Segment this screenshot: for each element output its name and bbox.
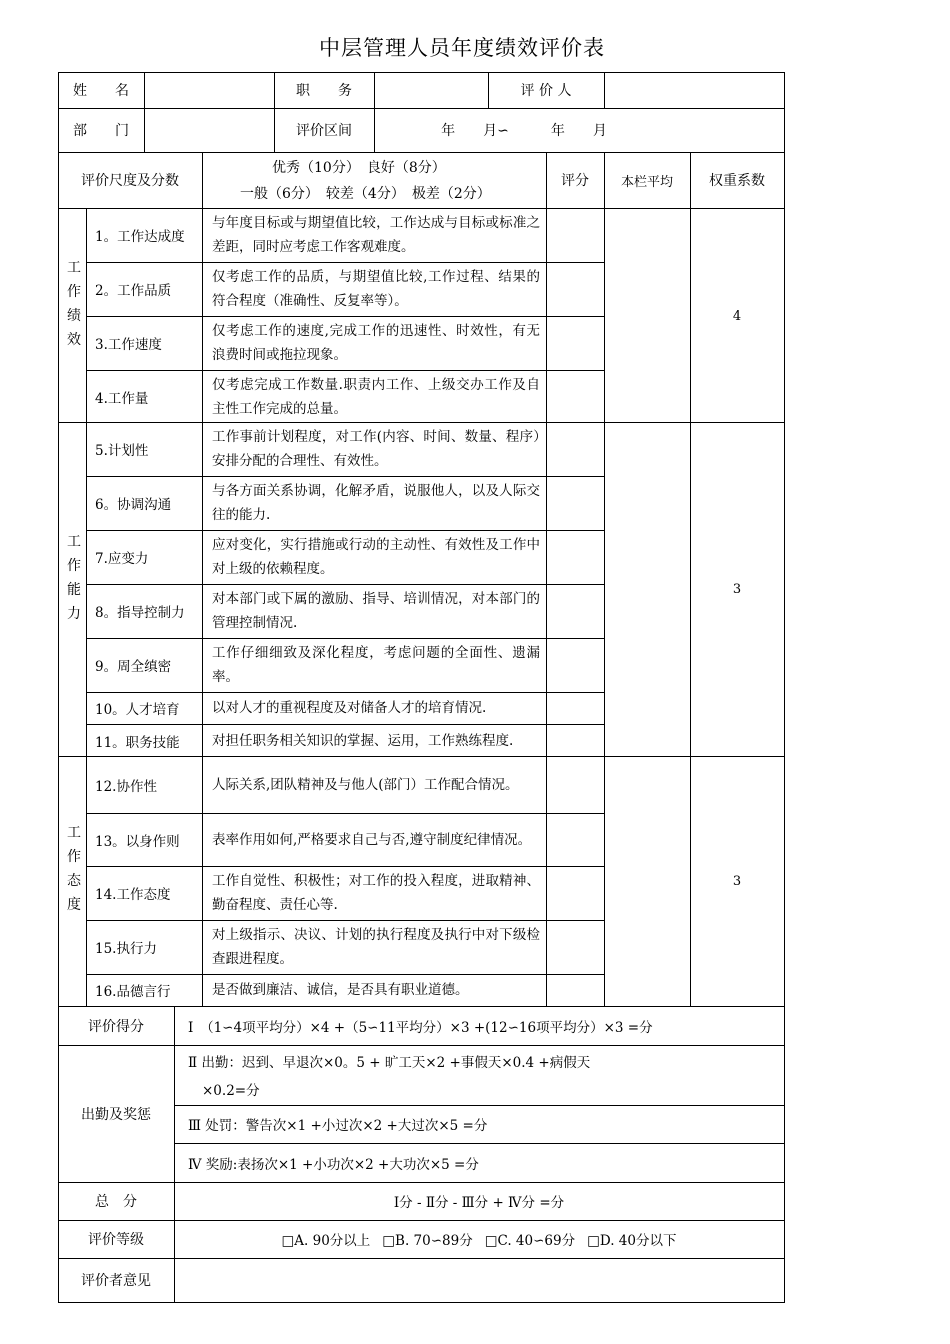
criterion-label: 4.工作量 — [95, 391, 149, 407]
criterion-description: 工作仔细细致及深化程度，考虑问题的全面性、遗漏率。 — [212, 645, 540, 685]
section-name: 工作态度 — [67, 825, 81, 913]
section-average-cell[interactable] — [604, 208, 690, 424]
attendance-line: Ⅱ 出勤：迟到、早退次×0。5 + 旷工天×2 +事假天×0.4 +病假天 — [188, 1055, 591, 1071]
score-column-header: 评分 — [561, 173, 589, 189]
total-formula: Ⅰ分 - Ⅱ分 - Ⅲ分 + Ⅳ分 =分 — [393, 1195, 565, 1211]
score-label: 评价得分 — [88, 1018, 144, 1035]
criterion-label: 2。工作品质 — [95, 283, 172, 299]
score-cell[interactable] — [546, 584, 604, 638]
grade-options — [174, 1220, 784, 1258]
criterion-description: 对担任职务相关知识的掌握、运用，工作熟练程度. — [212, 732, 514, 749]
score-cell[interactable] — [546, 476, 604, 530]
criterion-description: 表率作用如何,严格要求自己与否,遵守制度纪律情况。 — [212, 831, 532, 848]
criterion-description: 对本部门或下属的激励、指导、培训情况，对本部门的管理控制情况. — [212, 591, 540, 631]
criterion-label: 3.工作速度 — [95, 337, 162, 353]
criterion-description: 工作自觉性、积极性；对工作的投入程度，进取精神、勤奋程度、责任心等. — [212, 873, 540, 913]
department-field[interactable] — [144, 108, 274, 152]
penalty-line: Ⅲ 处罚：警告次×1 +小过次×2 +大过次×5 =分 — [188, 1118, 488, 1134]
opinion-field[interactable] — [174, 1258, 784, 1302]
score-cell[interactable] — [546, 692, 604, 724]
position-field[interactable] — [374, 72, 488, 108]
criterion-description: 与年度目标或与期望值比较，工作达成与目标或标准之差距，同时应考虑工作客观难度。 — [212, 215, 540, 255]
criterion-label: 6。协调沟通 — [95, 497, 172, 513]
criterion-description: 人际关系,团队精神及与他人(部门）工作配合情况。 — [212, 776, 519, 793]
attendance-label: 出勤及奖惩 — [81, 1106, 151, 1123]
period-value[interactable]: 年 月∽ 年 月 — [441, 123, 607, 139]
table-border — [58, 1302, 785, 1303]
weight-column-header: 权重系数 — [709, 173, 765, 189]
page-title: 中层管理人员年度绩效评价表 — [319, 36, 605, 60]
section-average-cell[interactable] — [604, 422, 690, 757]
grade-option-c[interactable]: □C. 40∽69分 — [484, 1233, 576, 1249]
grade-option-d[interactable]: □D. 40分以下 — [587, 1233, 677, 1249]
criterion-description: 工作事前计划程度，对工作(内容、时间、数量、程序）安排分配的合理性、有效性。 — [212, 429, 540, 469]
criterion-label: 9。周全缜密 — [95, 659, 172, 675]
attendance-row — [174, 1045, 784, 1105]
grade-label: 评价等级 — [88, 1232, 144, 1248]
criterion-label: 1。工作达成度 — [95, 229, 185, 245]
score-cell[interactable] — [546, 638, 604, 692]
criterion-label: 5.计划性 — [95, 443, 149, 459]
criterion-label: 7.应变力 — [95, 551, 149, 567]
reward-line: Ⅳ 奖励:表扬次×1 +小功次×2 +大功次×5 =分 — [188, 1156, 479, 1173]
score-cell[interactable] — [546, 813, 604, 866]
criterion-label: 12.协作性 — [95, 778, 157, 795]
score-cell[interactable] — [546, 724, 604, 757]
attendance-line-cont: ×0.2=分 — [202, 1083, 260, 1099]
name-label: 姓 名 — [73, 83, 129, 99]
score-cell[interactable] — [546, 530, 604, 584]
table-border — [784, 72, 785, 1303]
evaluator-label: 评 价 人 — [520, 83, 572, 99]
criterion-description: 与各方面关系协调，化解矛盾，说服他人，以及人际交往的能力. — [212, 483, 540, 523]
evaluator-field[interactable] — [604, 72, 784, 108]
section-name: 工作绩效 — [67, 260, 81, 348]
criterion-description: 仅考虑完成工作数量.职责内工作、上级交办工作及自主性工作完成的总量。 — [212, 377, 540, 417]
section-average-cell[interactable] — [604, 756, 690, 1006]
scale-label: 评价尺度及分数 — [81, 173, 179, 189]
criterion-label: 15.执行力 — [95, 941, 157, 957]
score-cell[interactable] — [546, 920, 604, 974]
score-cell[interactable] — [546, 974, 604, 1006]
name-field[interactable] — [144, 72, 274, 108]
score-cell[interactable] — [546, 756, 604, 813]
scale-line-2: 一般（6分） 较差（4分） 极差（2分） — [240, 186, 491, 202]
criterion-label: 8。指导控制力 — [95, 605, 185, 621]
score-cell[interactable] — [546, 370, 604, 424]
criterion-description: 是否做到廉洁、诚信，是否具有职业道德。 — [212, 982, 469, 998]
criterion-label: 11。职务技能 — [95, 734, 180, 751]
criterion-label: 16.品德言行 — [95, 984, 171, 1000]
section-weight: 3 — [732, 582, 742, 597]
opinion-label: 评价者意见 — [81, 1273, 151, 1289]
criterion-description: 对上级指示、决议、计划的执行程度及执行中对下级检查跟进程度。 — [212, 927, 540, 967]
score-cell[interactable] — [546, 422, 604, 476]
department-label: 部 门 — [73, 123, 129, 139]
scale-description — [202, 152, 546, 208]
grade-option-b[interactable]: □B. 70∽89分 — [382, 1233, 473, 1249]
average-column-header: 本栏平均 — [620, 174, 673, 190]
criterion-description: 以对人才的重视程度及对储备人才的培育情况. — [212, 700, 487, 716]
criterion-label: 14.工作态度 — [95, 887, 171, 903]
criterion-label: 10。人才培育 — [95, 702, 180, 718]
period-label: 评价区间 — [296, 123, 352, 139]
score-formula: Ⅰ （1∽4项平均分）×4 +（5∽11平均分）×3 +(12∽16项平均分）×3 =分 — [188, 1019, 653, 1036]
score-cell[interactable] — [546, 316, 604, 370]
score-cell[interactable] — [546, 208, 604, 262]
section-weight: 3 — [732, 873, 742, 889]
position-label: 职 务 — [296, 83, 352, 99]
score-cell[interactable] — [546, 262, 604, 316]
criterion-label: 13。以身作则 — [95, 833, 180, 850]
score-cell[interactable] — [546, 866, 604, 920]
section-weight: 4 — [732, 308, 742, 324]
criterion-description: 仅考虑工作的速度,完成工作的迅速性、时效性，有无浪费时间或拖拉现象。 — [212, 323, 540, 363]
criterion-description: 应对变化，实行措施或行动的主动性、有效性及工作中对上级的依赖程度。 — [212, 537, 540, 577]
grade-option-a[interactable]: □A. 90分以上 — [281, 1233, 371, 1249]
scale-line-1: 优秀（10分） 良好（8分） — [272, 160, 446, 176]
total-label: 总 分 — [95, 1194, 137, 1210]
criterion-description: 仅考虑工作的品质，与期望值比较,工作过程、结果的符合程度（准确性、反复率等）。 — [212, 269, 540, 309]
section-name: 工作能力 — [67, 533, 81, 622]
